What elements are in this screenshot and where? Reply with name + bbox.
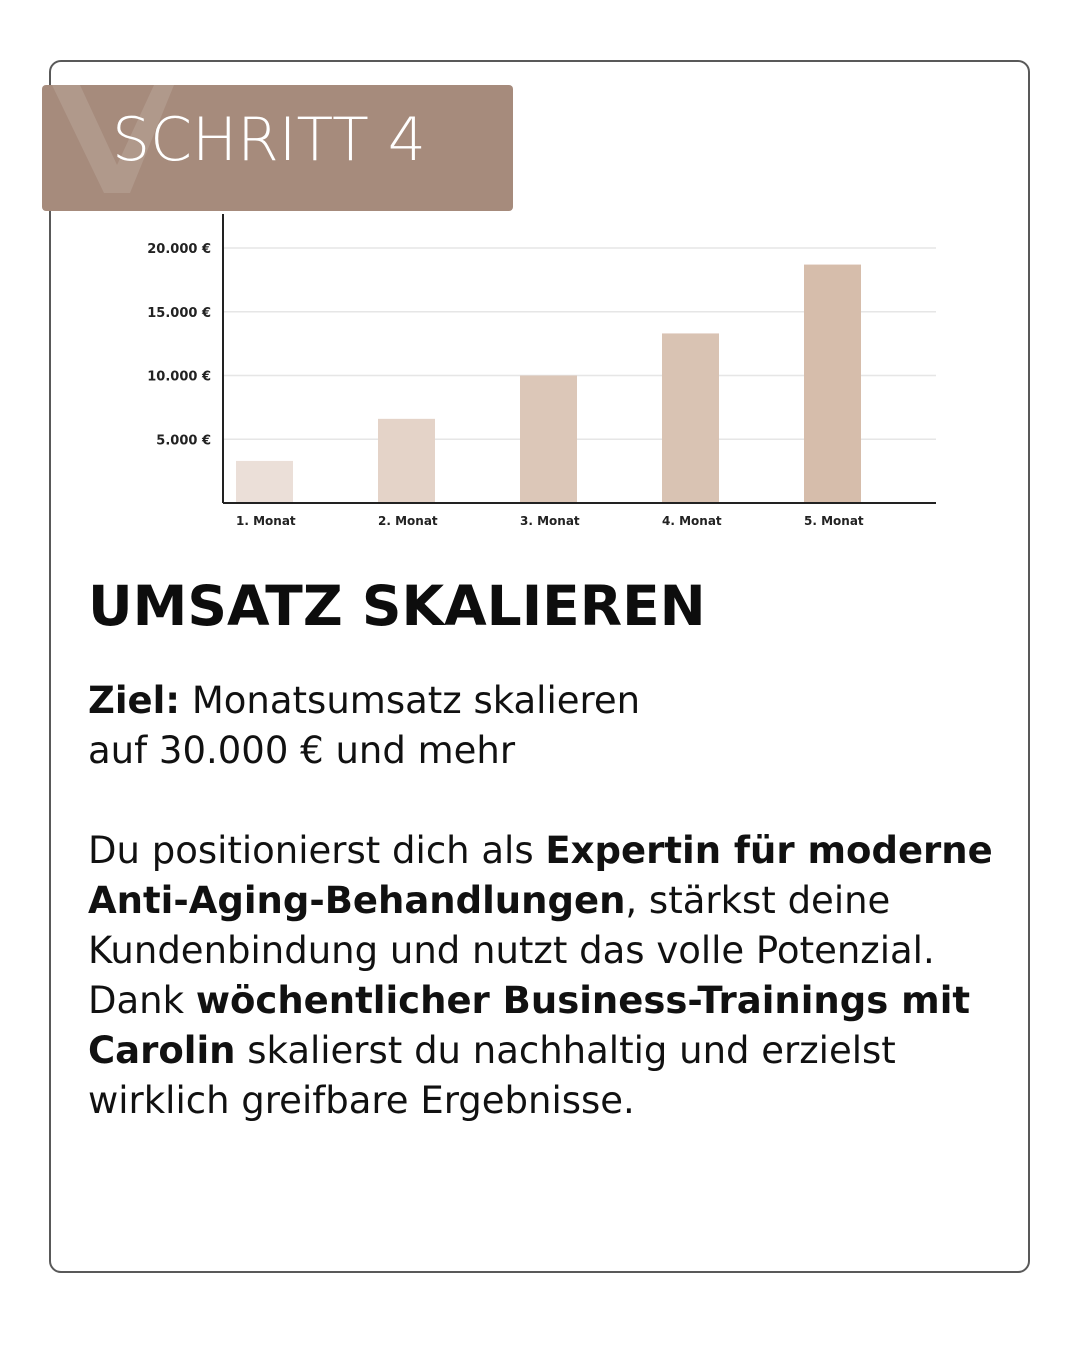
- revenue-bar-chart: [130, 214, 950, 544]
- bar: [520, 376, 577, 504]
- x-tick-label: 1. Monat: [236, 514, 296, 528]
- training-highlight: wöchentlicher Business-Trainings mit Carolin: [88, 979, 971, 1072]
- x-tick-label: 3. Monat: [520, 514, 580, 528]
- x-tick-label: 5. Monat: [804, 514, 864, 528]
- goal-label: Ziel:: [88, 679, 181, 722]
- bar: [378, 419, 435, 503]
- bar: [804, 265, 861, 503]
- x-tick-label: 4. Monat: [662, 514, 722, 528]
- positioning-intro: Du positionierst dich als: [88, 829, 546, 872]
- description-text: [88, 676, 1003, 1126]
- goal-line-1: Monatsumsatz skalieren: [180, 679, 641, 722]
- goal-line-2: auf 30.000 € und mehr: [88, 729, 516, 772]
- positioning-rest: , stärkst deine Kundenbindung und nutzt das volle Potenzial.: [88, 879, 935, 972]
- step-title: SCHRITT 4: [112, 105, 426, 175]
- training-rest: skalierst du nachhaltig und erzielst wirklich greifbare Ergebnisse.: [88, 1029, 896, 1122]
- goal-paragraph: [88, 676, 1003, 776]
- training-paragraph: [88, 976, 1003, 1126]
- positioning-paragraph: [88, 826, 1003, 976]
- y-tick-label: 5.000 €: [156, 433, 211, 449]
- bar: [662, 333, 719, 503]
- training-intro: Dank: [88, 979, 196, 1022]
- positioning-highlight: Expertin für moderne Anti-Aging-Behandlungen: [88, 829, 993, 922]
- bar: [236, 461, 293, 503]
- y-tick-label: 10.000 €: [147, 369, 211, 385]
- step-banner: [42, 85, 513, 211]
- y-tick-label: 15.000 €: [147, 305, 211, 321]
- section-heading: UMSATZ SKALIEREN: [88, 574, 706, 638]
- y-tick-label: 20.000 €: [147, 242, 211, 257]
- x-tick-label: 2. Monat: [378, 514, 438, 528]
